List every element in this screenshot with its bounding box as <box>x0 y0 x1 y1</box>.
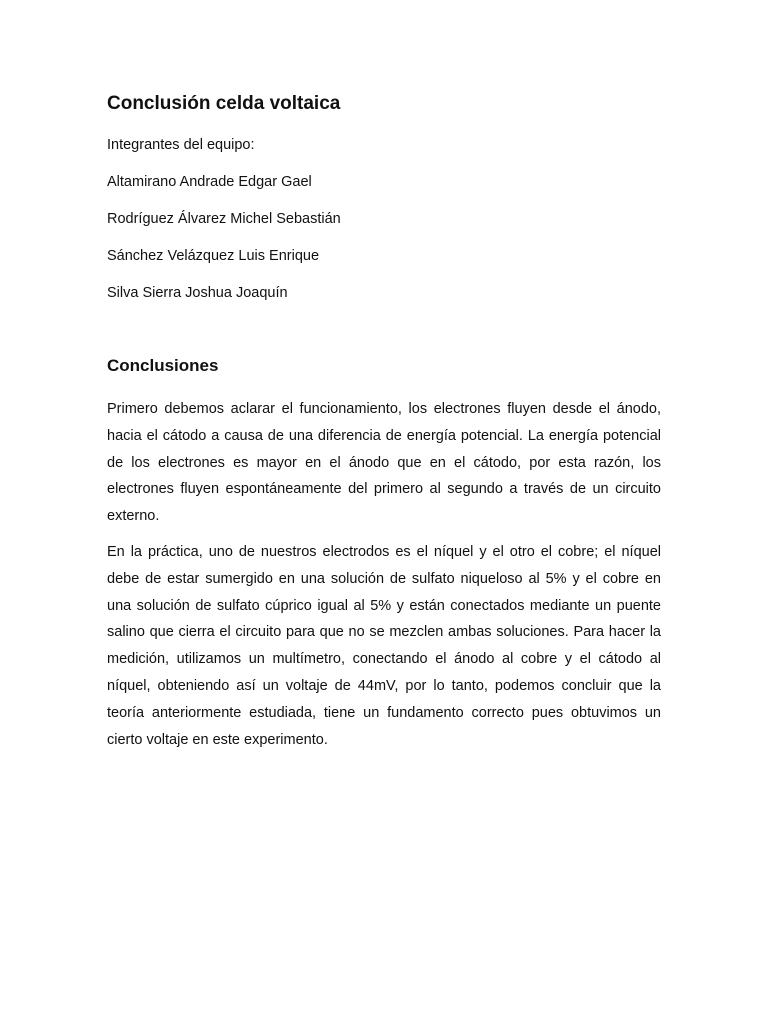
document-title: Conclusión celda voltaica <box>107 93 341 114</box>
member-name: Altamirano Andrade Edgar Gael <box>107 174 312 190</box>
document-content <box>107 90 661 753</box>
paragraph: En la práctica, uno de nuestros electrodos es el níquel y el otro el cobre; el níquel debe de estar sumergido en una solución de sulfato niqueloso al 5% y el cobre en una solución de sulfato cúprico igual al 5% y están conectados mediante un puente salino que cierra el circuito para que no se mezclen ambas soluciones. Para hacer la medición, utilizamos un multímetro, conectando el ánodo al cobre y el cátodo al níquel, obteniendo así un voltaje de 44mV, por lo tanto, podemos concluir que la teoría anteriormente estudiada, tiene un fundamento correcto pues obtuvimos un cierto voltaje en este experimento. <box>107 543 661 748</box>
member-name: Silva Sierra Joshua Joaquín <box>107 285 288 301</box>
section-title-conclusions: Conclusiones <box>107 356 219 375</box>
member-list <box>107 172 661 303</box>
paragraph: Primero debemos aclarar el funcionamiento, los electrones fluyen desde el ánodo, hacia el cátodo a causa de una diferencia de energía potencial. La energía potencial de los electrones es mayor en el ánodo que en el cátodo, por esta razón, los electrones fluyen espontáneamente del primero al segundo a través de un circuito externo. <box>107 401 661 525</box>
team-label: Integrantes del equipo: <box>107 137 255 153</box>
member-name: Rodríguez Álvarez Michel Sebastián <box>107 211 341 227</box>
member-name: Sánchez Velázquez Luis Enrique <box>107 248 320 264</box>
